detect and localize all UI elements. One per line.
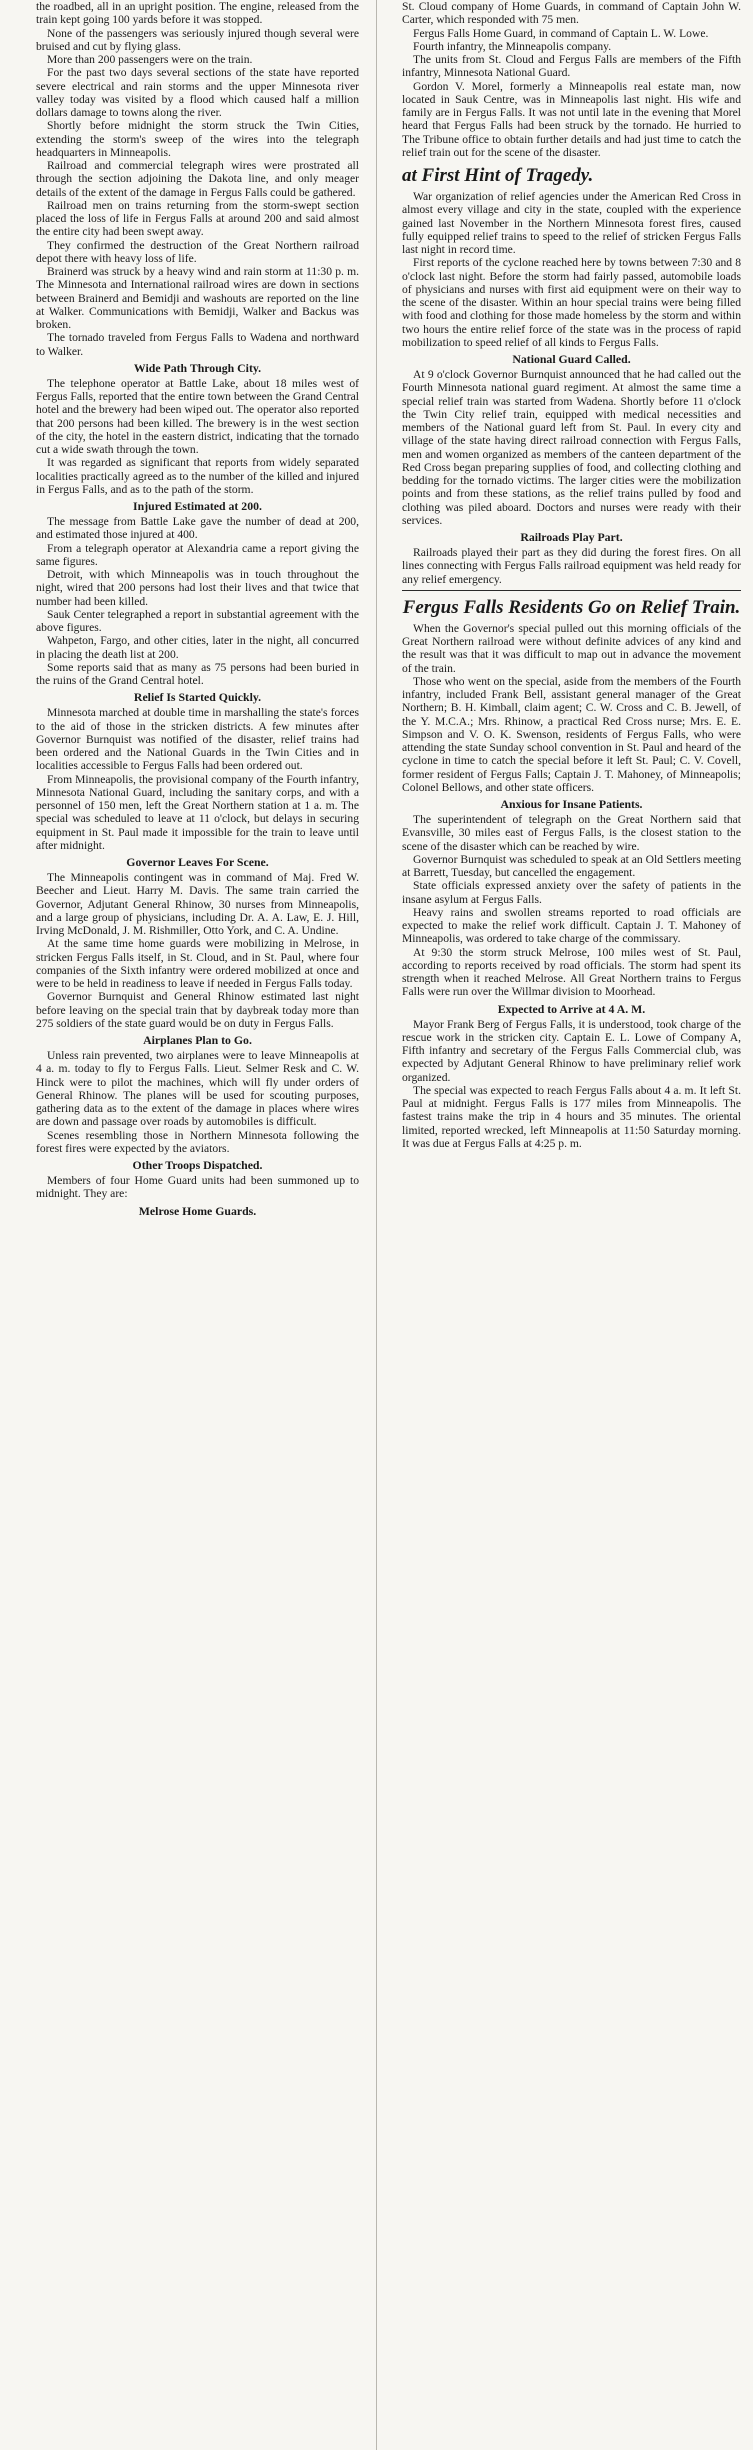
article-paragraph: Unless rain prevented, two airplanes were to leave Minneapolis at 4 a. m. today to fly to Fergus Falls. Lieut. Selmer Resk and C. W. Hinck were to pilot the machines, which will fly under orders of General Rhinow. The planes will be used for scouting purposes, gathering data as to the extent of the damage in places where wires are down and passage over roads by automobiles is difficult. — [36, 1049, 359, 1129]
article-paragraph: the roadbed, all in an upright position. The engine, released from the train kept going 100 yards before it was stopped. — [36, 0, 359, 27]
subheading-relief-is-started-quickly: Relief Is Started Quickly. — [133, 690, 262, 705]
article-paragraph: From a telegraph operator at Alexandria came a report giving the same figures. — [36, 541, 359, 568]
subheading-national-guard-called: National Guard Called. — [512, 352, 631, 366]
subheading-expected-to-arrive-at-4-a-m: Expected to Arrive at 4 A. M. — [497, 1001, 646, 1016]
article-paragraph: Railroad men on trains returning from the storm-swept section placed the loss of life in Fergus Falls at around 200 and said almost the entire city had been swept away. — [36, 198, 359, 239]
headline-fergus-falls-residents-go-on-relief-train: Fergus Falls Residents Go on Relief Train. — [402, 596, 741, 618]
article-paragraph: They confirmed the destruction of the Great Northern railroad depot there with heavy loss of life. — [36, 238, 359, 265]
article-paragraph: Scenes resembling those in Northern Minnesota following the forest fires were expected by the aviators. — [36, 1128, 359, 1155]
article-paragraph: For the past two days several sections of the state have reported severe electrical and rain storms and the upper Minnesota river valley today was visited by a flood which caused half a million dollars damage to towns along the river. — [36, 66, 359, 119]
article-paragraph: Shortly before midnight the storm struck the Twin Cities, extending the storm's sweep of the wires into the telegraph headquarters in Minneapolis. — [36, 119, 359, 159]
article-paragraph: More than 200 passengers were on the train. — [47, 53, 253, 66]
article-paragraph: First reports of the cyclone reached here by towns between 7:30 and 8 o'clock last night. Before the storm had fairly passed, automobile loads of physicians and nurses with first aid equipment were on their way to the scene of the disaster. Within an hour special trains were being filled with food and clothing for those made homeless by the storm and within two hours the entire relief force of the state was in the process of rapid mobilization to speed relief of all kinds to Fergus Falls. — [402, 256, 741, 349]
article-paragraph: War organization of relief agencies under the American Red Cross in almost every village and city in the state, coupled with the experience gained last November in the Northern Minnesota forest fires, caused fully equipped relief trains to speed to the relief of stricken Fergus Falls last night in record time. — [402, 190, 741, 256]
article-paragraph: Wahpeton, Fargo, and other cities, later in the night, all concurred in placing the death list at 200. — [36, 634, 359, 661]
section-divider — [402, 590, 741, 591]
article-paragraph: Fergus Falls Home Guard, in command of Captain L. W. Lowe. — [413, 26, 709, 40]
subheading-wide-path-through-city: Wide Path Through City. — [133, 360, 262, 375]
article-paragraph: Mayor Frank Berg of Fergus Falls, it is understood, took charge of the rescue work in the stricken city. Captain E. L. Lowe of Company A, Fifth infantry and secretary of the Fergus Falls Commercial club, was expected by Adjutant General Rhinow to have preliminary relief work organized. — [402, 1017, 741, 1084]
article-paragraph: The units from St. Cloud and Fergus Falls are members of the Fifth infantry, Minnesota National Guard. — [402, 53, 741, 80]
article-paragraph: Detroit, with which Minneapolis was in touch throughout the night, wired that 200 persons had lost their lives and that twice that number had been killed. — [36, 568, 359, 608]
column-rule — [376, 0, 377, 2450]
article-paragraph: Some reports said that as many as 75 persons had been buried in the ruins of the Grand Central hotel. — [36, 660, 359, 687]
article-paragraph: Heavy rains and swollen streams reported to road officials are expected to make the relief work difficult. Captain J. T. Mahoney of Minneapolis, was ordered to take charge of the commissary. — [402, 905, 741, 946]
article-paragraph: At the same time home guards were mobilizing in Melrose, in stricken Fergus Falls itself, in St. Cloud, and in St. Paul, where four companies of the Sixth infantry were ordered mobilized at once and were to be held in readiness to leave if needed in Fergus Falls today. — [36, 937, 359, 990]
article-paragraph: At 9 o'clock Governor Burnquist announced that he had called out the Fourth Minnesota national guard regiment. At almost the same time a special relief train was started from Wadena. Shortly before 11 o'clock the Twin City relief train, equipped with medical necessities and members of the National guard left from St. Paul. In every city and village of the state having direct railroad connection with Fergus Falls, men and women organized as members of the canteen department of the Red Cross began preparing supplies of food, and collecting clothing and bedding for the tornado victims. The larger cities were the mobilization points and from these stations, as the relief trains pulled by food and clothing was piled aboard. Doctors and nurses were ready with their services. — [402, 368, 741, 527]
article-paragraph: The superintendent of telegraph on the Great Northern said that Evansville, 30 miles east of Fergus Falls, is the closest station to the scene of the disaster which can be reached by wire. — [402, 813, 741, 853]
article-paragraph: Railroads played their part as they did during the forest fires. On all lines connecting with Fergus Falls railroad equipment was held ready for any relief emergency. — [402, 546, 741, 586]
headline-at-first-hint-of-tragedy: at First Hint of Tragedy. — [402, 165, 594, 186]
article-paragraph: Members of four Home Guard units had been summoned up to midnight. They are: — [36, 1174, 359, 1201]
article-paragraph: The tornado traveled from Fergus Falls to Wadena and northward to Walker. — [36, 331, 359, 358]
article-paragraph: The Minneapolis contingent was in command of Maj. Fred W. Beecher and Lieut. Harry M. Davis. The same train carried the Governor, Adjutant General Rhinow, 30 nurses from Minneapolis, and a large group of physicians, including Dr. A. A. Law, E. J. Hill, Irving McDonald, J. M. Rishmiller, Otto York, and C. A. Undine. — [36, 871, 359, 937]
subheading-injured-estimated-at-200: Injured Estimated at 200. — [133, 499, 262, 513]
article-paragraph: State officials expressed anxiety over the safety of patients in the insane asylum at Fergus Falls. — [402, 879, 741, 906]
article-paragraph: When the Governor's special pulled out this morning officials of the Great Northern railroad were without definite advices of any kind and the result was that it was difficult to map out in advance the movement of the train. — [402, 621, 741, 675]
right-column — [382, 0, 753, 2450]
subheading-melrose-home-guards: Melrose Home Guards. — [138, 1203, 257, 1218]
subheading-governor-leaves-for-scene: Governor Leaves For Scene. — [126, 855, 269, 869]
article-paragraph: It was regarded as significant that reports from widely separated localities practically agreed as to the number of the killed and injured in Fergus Falls, and as to the path of the storm. — [36, 456, 359, 496]
subheading-railroads-play-part: Railroads Play Part. — [520, 530, 623, 544]
subheading-anxious-for-insane-patients: Anxious for Insane Patients. — [500, 797, 643, 811]
article-paragraph: At 9:30 the storm struck Melrose, 100 miles west of St. Paul, according to reports received by road officials. The storm had spent its strength when it reached Melrose. All Great Northern trains to Fergus Falls were run over the Willmar division to Moorhead. — [402, 945, 741, 999]
subheading-other-troops-dispatched: Other Troops Dispatched. — [132, 1158, 263, 1172]
article-paragraph: The message from Battle Lake gave the number of dead at 200, and estimated those injured at 400. — [36, 515, 359, 542]
article-paragraph: Fourth infantry, the Minneapolis company. — [413, 39, 612, 53]
article-paragraph: Sauk Center telegraphed a report in substantial agreement with the above figures. — [36, 607, 359, 634]
article-paragraph: Gordon V. Morel, formerly a Minneapolis real estate man, now located in Sauk Centre, was in Minneapolis last night. His wife and family are in Fergus Falls. It was not until late in the evening that Morel heard that Fergus Falls had been struck by the tornado. He hurried to The Tribune office to obtain further details and had just time to catch the relief train out for the scene of the disaster. — [402, 79, 741, 159]
article-paragraph: Railroad and commercial telegraph wires were prostrated all through the section adjoining the Dakota line, and only meager details of the extent of the damage in Fergus Falls could be gathered. — [36, 159, 359, 199]
article-paragraph: St. Cloud company of Home Guards, in command of Captain John W. Carter, which responded with 75 men. — [402, 0, 741, 27]
article-paragraph: Governor Burnquist and General Rhinow estimated last night before leaving on the special train that by daybreak today more than 275 soldiers of the state guard would be on duty in Fergus Falls. — [36, 990, 359, 1030]
subheading-airplanes-plan-to-go: Airplanes Plan to Go. — [143, 1033, 252, 1047]
article-paragraph: Governor Burnquist was scheduled to speak at an Old Settlers meeting at Barrett, Tuesday, but cancelled the engagement. — [402, 852, 741, 879]
left-column — [0, 0, 371, 2450]
article-paragraph: Those who went on the special, aside from the members of the Fourth infantry, included Frank Bell, assistant general manager of the Great Northern; B. H. Kimball, claim agent; C. W. Cross and C. B. Jewell, of the Y. M.C.A.; Mrs. Rhinow, a practical Red Cross nurse; Mrs. E. E. Simpson and V. O. K. Swenson, residents of Fergus Falls, who were attending the state Sunday school convention in St. Paul and heard of the cyclone in time to catch the special before it left St. Paul; C. V. Covell, former resident of Fergus Falls; Captain J. T. Mahoney, of Minneapolis; Colonel Bellows, and other state officers. — [402, 674, 741, 794]
article-paragraph: None of the passengers was seriously injured though several were bruised and cut by flying glass. — [36, 26, 359, 53]
article-paragraph: Brainerd was struck by a heavy wind and rain storm at 11:30 p. m. The Minnesota and International railroad wires are down in sections between Brainerd and Bemidji and washouts are reported on the line at Walker. Communications with Bemidji, Walker and Backus was broken. — [36, 265, 359, 331]
article-paragraph: The special was expected to reach Fergus Falls about 4 a. m. It left St. Paul at midnight. Fergus Falls is 177 miles from Minneapolis. The fastest trains make the trip in 4 hours and 35 minutes. The oriental limited, reported wrecked, left Minneapolis at 11:50 Saturday morning. It was due at Fergus Falls at 4:25 p. m. — [402, 1083, 741, 1150]
article-paragraph: From Minneapolis, the provisional company of the Fourth infantry, Minnesota National Guard, including the sanitary corps, and with a personnel of 150 men, left the Great Northern station at 1 a. m. The special was scheduled to leave at 11 o'clock, but delays in securing equipment in St. Paul made it impossible for the train to leave until after midnight. — [36, 772, 359, 852]
article-paragraph: The telephone operator at Battle Lake, about 18 miles west of Fergus Falls, reported that the entire town between the Grand Central hotel and the brewery had been wiped out. The operator also reported that 200 persons had been killed. The brewery is in the west section of the city, the hotel in the eastern district, indicating that the tornado cut a wide swath through the town. — [36, 376, 359, 456]
article-paragraph: Minnesota marched at double time in marshalling the state's forces to the aid of those in the stricken districts. A few minutes after Governor Burnquist was notified of the disaster, relief trains had been ordered and the National Guards in the Twin Cities and in localities accessible to Fergus Falls had been ordered out. — [36, 706, 359, 773]
